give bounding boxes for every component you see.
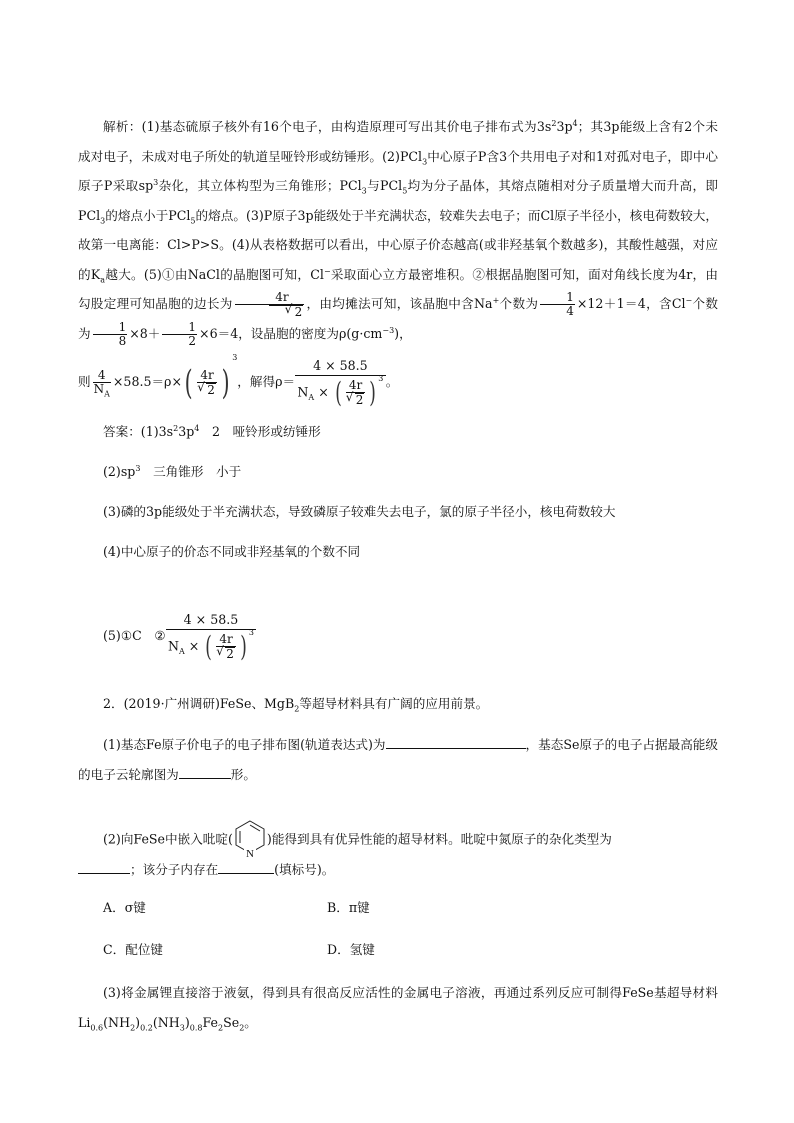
- answer-blank[interactable]: [218, 859, 274, 874]
- analysis-text: 。: [385, 374, 399, 389]
- answer-text: 答案：(1)3s: [103, 424, 174, 439]
- subscript: 3: [179, 1023, 185, 1033]
- subscript: 3: [100, 216, 106, 226]
- fraction-numerator: 4r: [346, 379, 366, 393]
- answer-blank[interactable]: [78, 859, 130, 874]
- analysis-text: ×6＝4，设晶胞的密度为ρ(g·cm: [199, 325, 383, 341]
- answer-blank[interactable]: [179, 764, 231, 779]
- fraction-numerator: 4 × 58.5: [166, 612, 257, 630]
- fraction-4r-over-sqrt2: [235, 291, 305, 319]
- fraction-numerator: 1: [93, 321, 128, 335]
- fraction-denominator: [93, 382, 111, 399]
- fraction-numerator: 4r: [216, 633, 236, 647]
- question-text: (1)基态Fe原子价电子的电子排布图(轨道表达式)为: [103, 737, 386, 752]
- choice-label: C．配位键: [103, 942, 164, 957]
- question-text: ): [135, 1014, 141, 1030]
- density-fraction: [166, 612, 257, 661]
- subscript: 5: [190, 216, 196, 226]
- right-paren: ): [240, 630, 247, 663]
- subscript: 0.2: [140, 1023, 153, 1033]
- analysis-text: 个数为: [499, 296, 539, 311]
- density-fraction: [295, 358, 386, 407]
- analysis-text: ，解得ρ＝: [237, 374, 296, 389]
- analysis-text: 与PCl: [366, 178, 403, 193]
- subscript: 5: [402, 186, 408, 196]
- superscript: −: [323, 266, 331, 276]
- fraction-denominator: [197, 383, 217, 397]
- subscript: 2: [218, 1023, 224, 1033]
- analysis-text: 则: [78, 374, 91, 389]
- fraction-numerator: 4: [93, 369, 111, 383]
- fraction-denominator: 2: [188, 333, 197, 348]
- times-sign: ×: [314, 384, 333, 400]
- question-2-part-1: [78, 730, 718, 789]
- question-text: (NH: [103, 1014, 131, 1030]
- nitrogen-atom-label: N: [245, 848, 254, 860]
- analysis-text: 越大。(5)①由NaCl的晶胞图可知，Cl: [105, 266, 324, 282]
- superscript: 4: [194, 423, 200, 433]
- subscript: A: [179, 647, 185, 657]
- subscript: 2: [130, 1023, 136, 1033]
- answer-text: 三角锥形 小于: [140, 464, 242, 479]
- fraction-4r-over-sqrt2: [346, 379, 366, 407]
- cube-exponent: 3: [248, 628, 254, 637]
- analysis-text: 3p: [556, 119, 573, 134]
- question-text: Fe: [202, 1014, 218, 1030]
- question-text: (填标号)。: [274, 862, 335, 877]
- question-text: (NH: [152, 1014, 180, 1030]
- choice-c[interactable]: [103, 940, 163, 960]
- superscript: 2: [551, 118, 557, 128]
- analysis-text: ；其3p能级上含有2个未成对电子，未成对电子所处的轨道呈哑铃形或纺锤形。(2)PCl: [78, 119, 718, 164]
- analysis-text: ×8＋: [129, 325, 161, 341]
- times-sign: ×: [184, 638, 204, 654]
- choice-d[interactable]: [327, 940, 375, 960]
- fraction-denominator: [346, 393, 366, 407]
- fraction-denominator: [216, 647, 236, 661]
- choice-b[interactable]: [327, 898, 370, 918]
- subscript: 2: [239, 1023, 245, 1033]
- answer-2: [78, 462, 743, 482]
- analysis-text: 的熔点小于PCl: [105, 207, 191, 223]
- superscript: 2: [173, 423, 179, 433]
- subscript: a: [100, 275, 106, 285]
- right-paren: ): [369, 376, 377, 409]
- subscript: A: [308, 393, 315, 403]
- subscript: A: [104, 389, 110, 399]
- fraction-denominator: 8: [118, 333, 127, 348]
- answer-blank[interactable]: [386, 734, 526, 749]
- choice-a[interactable]: [103, 898, 146, 918]
- question-text: 等超导材料具有广阔的应用前景。: [299, 696, 489, 711]
- answer-text: (3)磷的3p能级处于半充满状态，导致磷原子较难失去电子，氯的原子半径小，核电荷数较大: [103, 504, 616, 519]
- sqrt-2: √ 2: [269, 305, 304, 318]
- fraction-denominator: [295, 376, 386, 407]
- fraction-numerator: 4r: [197, 369, 217, 383]
- cube-exponent: 3: [232, 353, 238, 362]
- left-paren: (: [334, 376, 342, 409]
- choice-label: B．π键: [327, 900, 370, 915]
- left-paren: (: [205, 630, 213, 663]
- question-text: ): [184, 1014, 190, 1030]
- fraction-1-4: [540, 291, 575, 318]
- fraction-4-over-NA: [93, 368, 111, 399]
- na-symbol: N: [93, 382, 105, 396]
- analysis-text: 的熔点。(3)P原子3p能级处于半充满状态，较难失去电子；而Cl原子半径小，核电荷数较大，故第一电离能：Cl>P>S。(4)从表格数据可以看出，中心原子价态越高(或非羟基氧个数越多)，其酸性越强，对应的K: [78, 207, 718, 282]
- analysis-text: 采取面心立方最密堆积。②根据晶胞图可知，面对角线长度为4r，由勾股定理可知晶胞的边长为: [78, 266, 718, 311]
- density-equation-line: [78, 353, 718, 409]
- cube-exponent: 3: [378, 374, 384, 383]
- right-paren: ): [221, 362, 230, 403]
- superscript: −3: [382, 325, 395, 335]
- fraction-1-8: [93, 321, 128, 348]
- analysis-text: 中心原子P含3个共用电子对和1对孤对电子，即中心原子P采取sp: [78, 148, 718, 193]
- superscript: −: [685, 295, 693, 305]
- choice-label: A．σ键: [103, 900, 146, 915]
- fraction-numerator: 4r: [235, 291, 305, 305]
- sqrt-2: √ 2: [225, 647, 235, 660]
- question-2-part-2-line-2: [78, 859, 718, 880]
- subscript: 3: [422, 157, 428, 167]
- pyridine-structure-icon: [233, 818, 267, 862]
- answer-1: [78, 422, 743, 442]
- answer-text: (4)中心原子的价态不同或非羟基氧的个数不同: [103, 544, 361, 559]
- fraction-4r-over-sqrt2: [216, 633, 236, 661]
- question-text: 。: [244, 1014, 257, 1030]
- superscript: 3: [153, 177, 159, 187]
- answer-text: (5)①C ②: [103, 628, 166, 643]
- answer-3: [78, 502, 743, 522]
- subscript: 0.8: [189, 1023, 203, 1033]
- superscript: 3: [135, 463, 141, 473]
- question-text: ；该分子内存在: [130, 862, 219, 877]
- answer-5: [78, 612, 743, 662]
- answer-text: 3p: [178, 424, 195, 439]
- analysis-text: 杂化，其立体构型为三角锥形；PCl: [158, 178, 362, 193]
- analysis-text: ×12＋1＝4，含Cl: [576, 296, 686, 311]
- fraction-denominator: 4: [566, 304, 574, 318]
- analysis-text: ，由均摊法可知，该晶胞中含Na: [306, 296, 493, 311]
- fraction-4r-over-sqrt2: [197, 369, 217, 397]
- analysis-text: )，: [394, 325, 412, 341]
- question-text: ，基态Se原子的电子占据最高能级的电子云轮廓图为: [78, 737, 718, 782]
- answer-4: [78, 542, 743, 562]
- analysis-text: 均为分子晶体，其熔点随相对分子质量增大而升高，即PCl: [78, 178, 719, 223]
- question-text: 2．(2019·广州调研)FeSe、MgB: [103, 696, 295, 711]
- fraction-denominator: [166, 630, 257, 661]
- fraction-denominator: [235, 305, 305, 319]
- fraction-1-2: [162, 321, 197, 348]
- fraction-numerator: 1: [540, 291, 575, 305]
- left-paren: (: [184, 362, 193, 403]
- analysis-text: ×58.5＝ρ×: [112, 374, 183, 389]
- analysis-paragraph: [78, 112, 718, 348]
- superscript: 4: [572, 118, 578, 128]
- answer-text: 2 哑铃形或纺锤形: [199, 424, 321, 439]
- choice-label: D．氢键: [327, 942, 375, 957]
- na-symbol: N: [167, 638, 179, 654]
- fraction-numerator: 4 × 58.5: [295, 358, 386, 376]
- subscript: 2: [294, 704, 300, 714]
- question-text: (2)向FeSe中嵌入吡啶(: [103, 831, 233, 847]
- question-text: Se: [223, 1014, 240, 1030]
- sqrt-2: √ 2: [355, 393, 365, 406]
- na-symbol: N: [297, 384, 309, 400]
- subscript: 0.6: [90, 1023, 104, 1033]
- answer-text: (2)sp: [103, 464, 136, 479]
- question-2-intro: [78, 694, 743, 714]
- fraction-numerator: 1: [162, 321, 197, 335]
- superscript: +: [492, 295, 500, 305]
- question-2-part-3: [78, 978, 718, 1037]
- analysis-text: 个数为: [78, 296, 719, 341]
- sqrt-2: √ 2: [206, 383, 216, 396]
- question-text: )能得到具有优异性能的超导材料。吡啶中氮原子的杂化类型为: [266, 831, 612, 847]
- question-text: (3)将金属锂直接溶于液氨，得到具有很高反应活性的金属电子溶液，再通过系列反应可制得FeSe基超导材料Li: [78, 985, 718, 1030]
- subscript: 3: [361, 186, 367, 196]
- analysis-text: 解析：(1)基态硫原子核外有16个电子，由构造原理可写出其价电子排布式为3s: [103, 119, 552, 134]
- question-text: 形。: [230, 766, 256, 782]
